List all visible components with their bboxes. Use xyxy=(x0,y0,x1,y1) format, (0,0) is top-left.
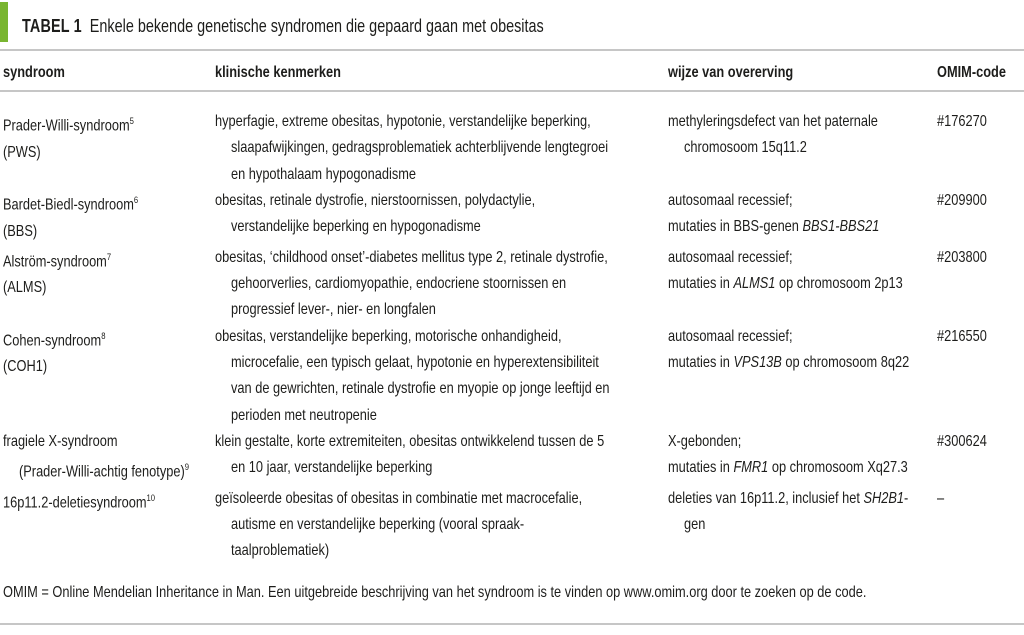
cell-syndroom: Alström-syndroom$^7$ (ALMS) xyxy=(3,251,112,297)
table-title xyxy=(22,16,544,37)
divider-bottom xyxy=(0,623,1024,625)
cell-kenmerken: obesitas, verstandelijke beperking, motorische onhandigheid, microcefalie, een typisch gelaat, hypotonie en hyperextensibiliteit van de gewrichten, retinale dystrofie en myopie op jonge leeftijd en perioden met neutropenie xyxy=(215,327,610,424)
column-header-syndroom: syndroom xyxy=(3,64,65,81)
cell-overerving: deleties van 16p11.2, inclusief het SH2B1- gen xyxy=(668,489,909,534)
cell-omim-code: #176270 xyxy=(937,113,987,130)
table-row xyxy=(3,429,1024,486)
table-footnote: OMIM = Online Mendelian Inheritance in Man. Een uitgebreide beschrijving van het syndroom is te vinden op www.omim.org door te zoeken op de code. xyxy=(3,584,867,601)
column-header-klinische-kenmerken: klinische kenmerken xyxy=(215,64,341,81)
cell-overerving: methyleringsdefect van het paternale chromosoom 15q11.2 xyxy=(668,113,878,157)
cell-omim-code: #216550 xyxy=(937,327,987,345)
table-row xyxy=(3,245,1024,324)
divider-under-header xyxy=(0,90,1024,92)
table-row xyxy=(3,324,1024,429)
table-title-text: Enkele bekende genetische syndromen die gepaard gaan met obesitas xyxy=(89,16,544,36)
cell-overerving: autosomaal recessief; mutaties in VPS13B op chromosoom 8q22 xyxy=(668,327,910,371)
cell-omim-code: #300624 xyxy=(937,432,987,450)
cell-overerving: X-gebonden; mutaties in FMR1 op chromosoom Xq27.3 xyxy=(668,432,908,477)
cell-syndroom: 16p11.2-deletiesyndroom$^{10}$ xyxy=(3,492,156,512)
column-header-omim-code: OMIM-code xyxy=(937,64,1006,81)
cell-omim-code: #203800 xyxy=(937,248,987,266)
cell-kenmerken: hyperfagie, extreme obesitas, hypotonie, verstandelijke beperking, slaapafwijkingen, gedragsproblematiek achterblijvende lengtegroei en hypothalaam hypogonadisme xyxy=(215,113,609,183)
divider-under-title xyxy=(0,49,1024,51)
cell-syndroom: fragiele X-syndroom (Prader-Willi-achtig fenotype)$^9$ xyxy=(3,432,190,481)
cell-syndroom: Cohen-syndroom$^8$ (COH1) xyxy=(3,330,106,376)
cell-overerving: autosomaal recessief; mutaties in BBS-genen BBS1-BBS21 xyxy=(668,191,880,236)
table-header-row xyxy=(0,64,1024,82)
cell-kenmerken: obesitas, retinale dystrofie, nierstoornissen, polydactylie, verstandelijke beperking en hypogonadisme xyxy=(215,191,536,236)
table-number-label: TABEL 1 xyxy=(22,16,82,36)
cell-kenmerken: geïsoleerde obesitas of obesitas in combinatie met macrocefalie, autisme en verstandelijke beperking (vooral spraak- taalproblematiek) xyxy=(215,489,583,560)
cell-kenmerken: obesitas, ‘childhood onset’-diabetes mellitus type 2, retinale dystrofie, gehoorverlies, cardiomyopathie, endocriene stoornissen en progressief lever-, nier- en longfalen xyxy=(215,248,608,319)
cell-kenmerken: klein gestalte, korte extremiteiten, obesitas ontwikkelend tussen de 5 en 10 jaar, verstandelijke beperking xyxy=(215,432,605,477)
column-header-wijze-van-overerving: wijze van overerving xyxy=(668,64,794,81)
cell-omim-code: – xyxy=(937,489,945,507)
table-row xyxy=(3,109,1024,188)
table-body xyxy=(0,109,1024,565)
accent-bar xyxy=(0,2,8,42)
cell-overerving: autosomaal recessief; mutaties in ALMS1 op chromosoom 2p13 xyxy=(668,248,903,293)
cell-omim-code: #209900 xyxy=(937,191,987,209)
table-row xyxy=(3,486,1024,565)
cell-syndroom: Prader-Willi-syndroom$^5$ (PWS) xyxy=(3,116,134,161)
cell-syndroom: Bardet-Biedl-syndroom$^6$ (BBS) xyxy=(3,194,139,240)
table-row xyxy=(3,188,1024,245)
